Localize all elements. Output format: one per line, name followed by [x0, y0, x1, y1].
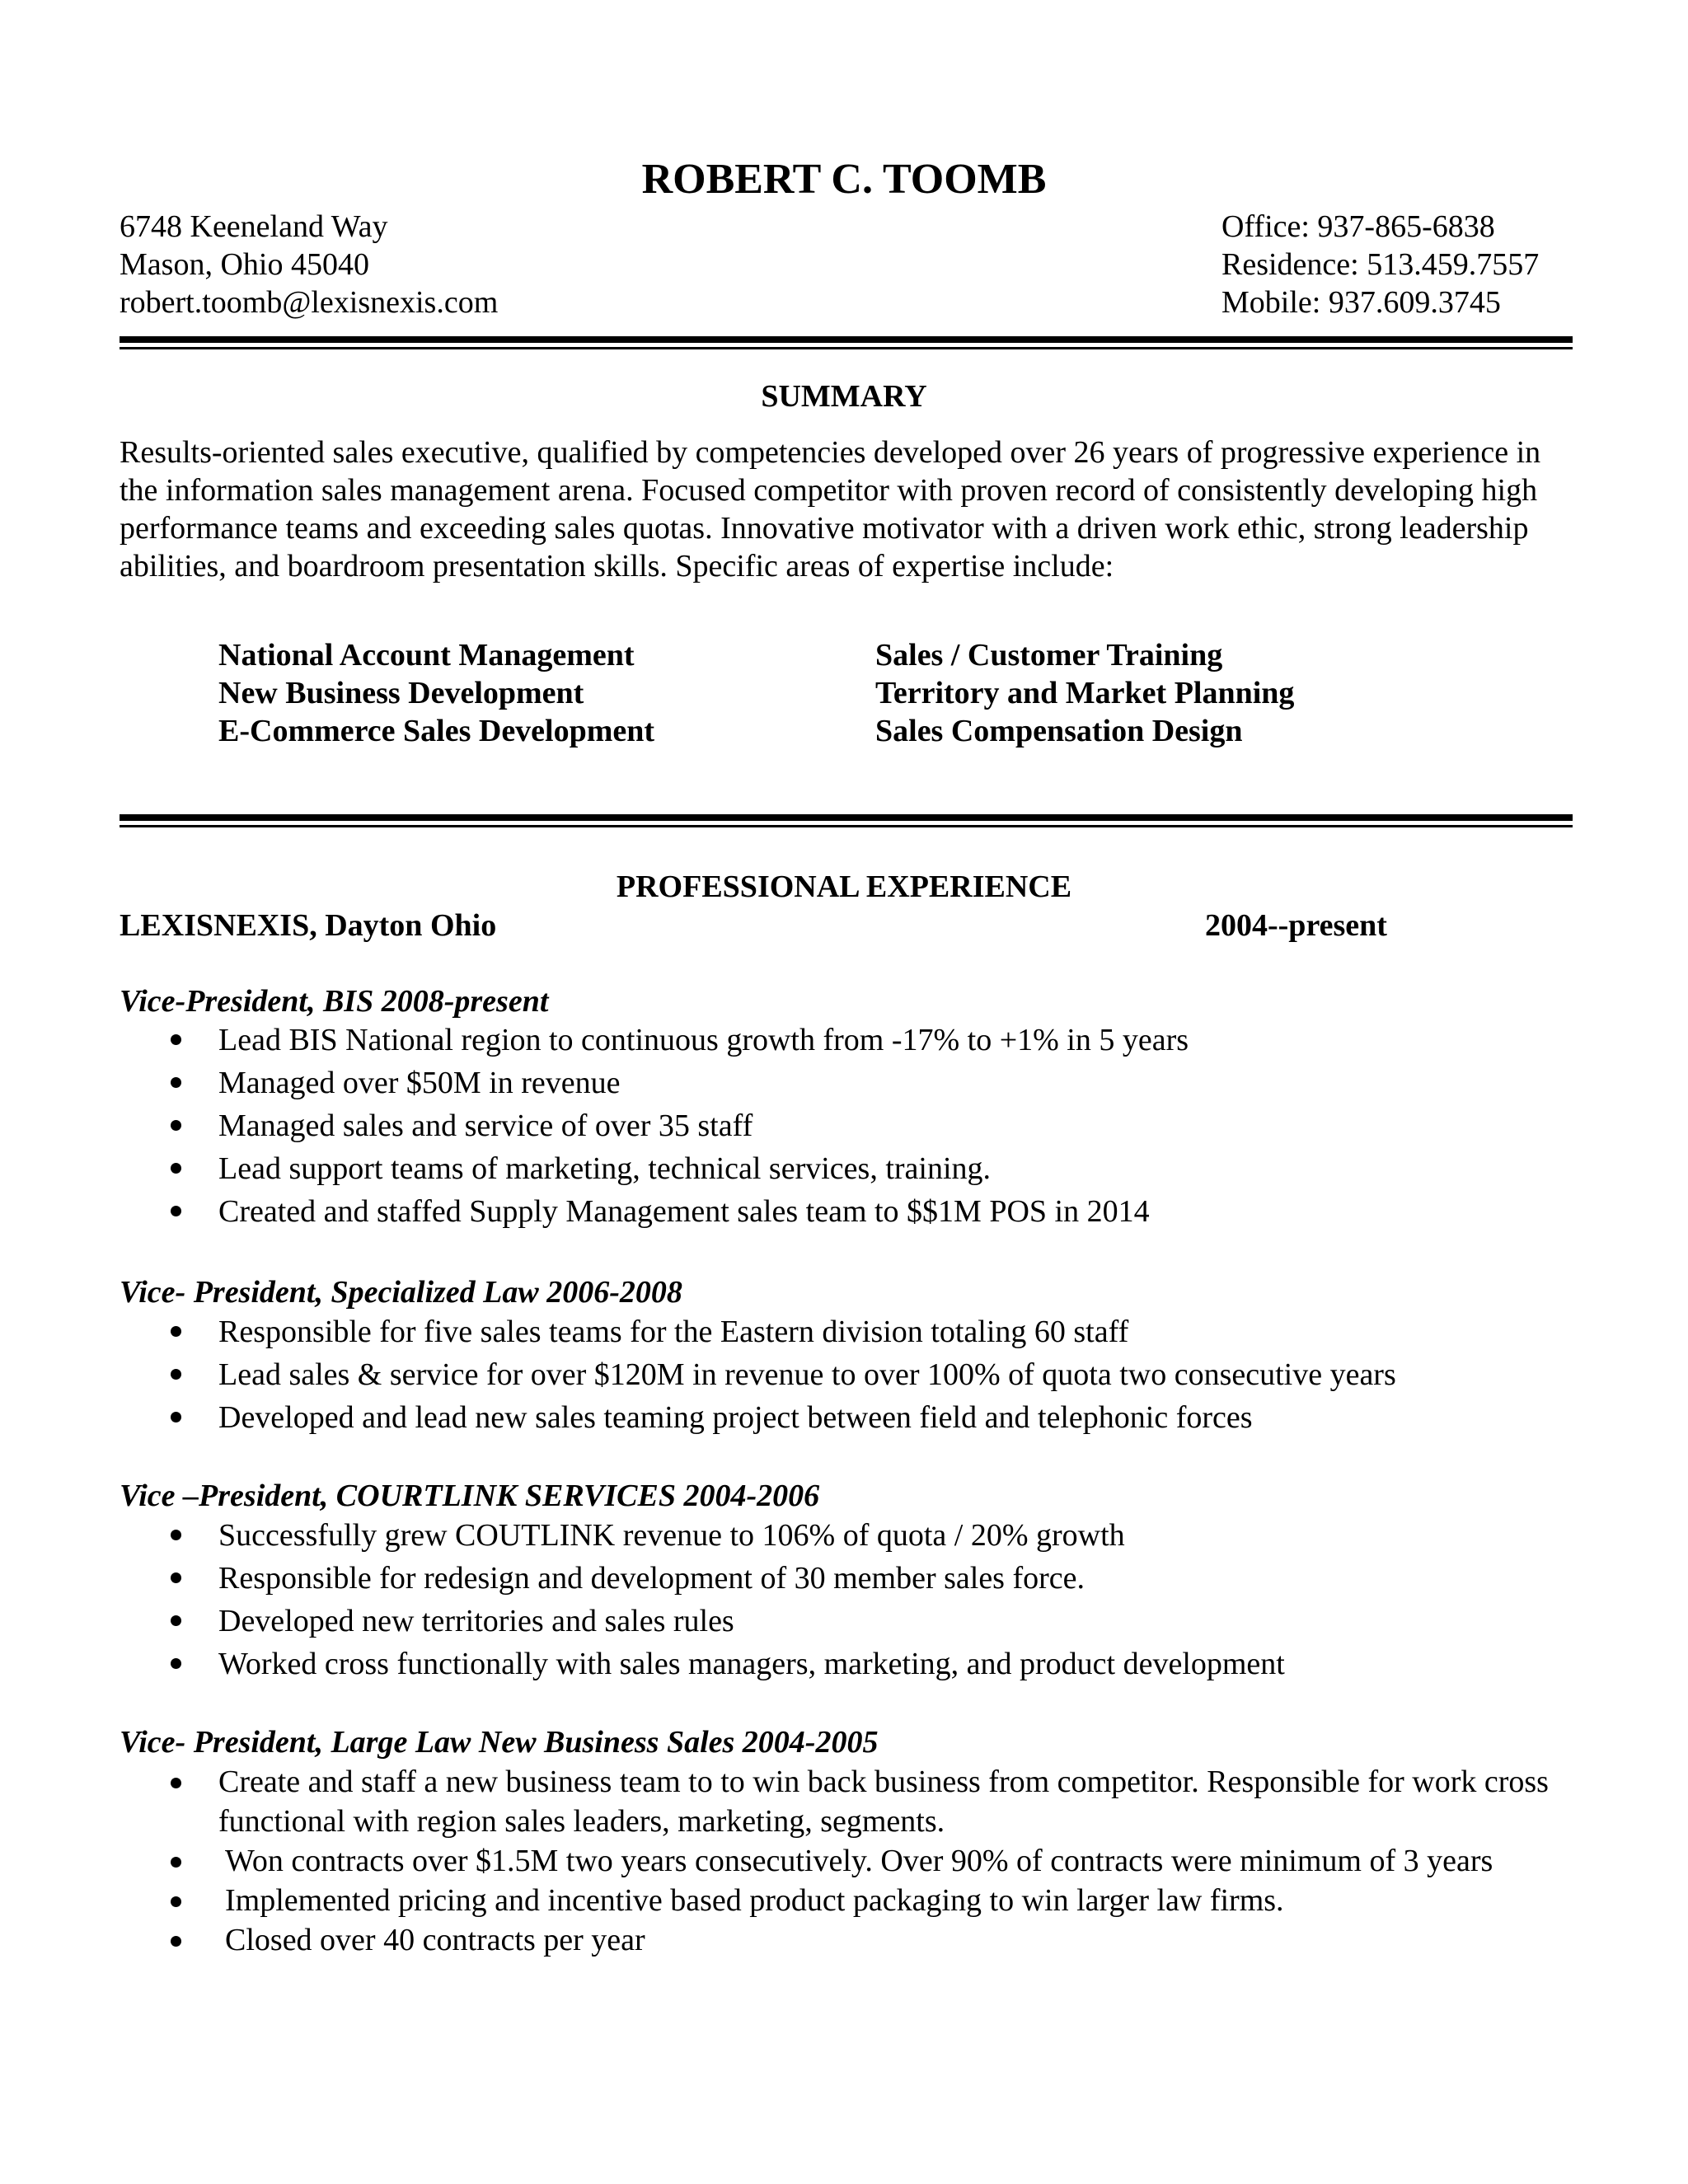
summary-divider-thick — [120, 814, 1573, 821]
summary-divider-thin — [120, 825, 1573, 827]
role-title: Vice- President, Large Law New Business Sales 2004-2005 — [120, 1725, 879, 1760]
address-line-2: Mason, Ohio 45040 — [120, 247, 369, 282]
role-title: Vice- President, Specialized Law 2006-2008 — [120, 1275, 682, 1310]
list-item: Developed new territories and sales rules — [120, 1600, 1285, 1643]
list-item: Created and staffed Supply Management sales team to $$1M POS in 2014 — [120, 1190, 1189, 1233]
list-item: Lead sales & service for over $120M in revenue to over 100% of quota two consecutive years — [120, 1353, 1396, 1396]
email: robert.toomb@lexisnexis.com — [120, 285, 499, 320]
company-name: LEXISNEXIS, Dayton Ohio — [120, 908, 497, 943]
list-item: Managed over $50M in revenue — [120, 1062, 1189, 1104]
list-item: Successfully grew COUTLINK revenue to 106% of quota / 20% growth — [120, 1514, 1285, 1557]
role-bullets — [120, 1514, 1285, 1685]
candidate-name: ROBERT C. TOOMB — [641, 156, 1047, 203]
address-line-1: 6748 Keeneland Way — [120, 209, 388, 244]
role-title: Vice-President, BIS 2008-present — [120, 984, 549, 1019]
list-item: Create and staff a new business team to to win back business from competitor. Responsible for work cross functional with region sales leaders, marketing, segments. — [120, 1762, 1587, 1841]
company-dates: 2004--present — [1205, 908, 1387, 943]
skill-item: Sales Compensation Design — [875, 714, 1243, 748]
office-phone: Office: 937-865-6838 — [1221, 209, 1495, 244]
header-divider-thick — [120, 336, 1573, 343]
experience-heading: PROFESSIONAL EXPERIENCE — [616, 869, 1072, 904]
skill-item: Sales / Customer Training — [875, 638, 1223, 673]
skills-left-column — [218, 636, 654, 750]
header-divider-thin — [120, 347, 1573, 349]
skills-right-column — [875, 636, 1294, 750]
list-item: Lead BIS National region to continuous growth from -17% to +1% in 5 years — [120, 1019, 1189, 1062]
summary-paragraph: Results-oriented sales executive, qualified by competencies developed over 26 years of progressive experience in the information sales management arena. Focused competitor with proven record of consistently developing high performance teams and exceeding sales quotas. Innovative motivator with a driven work ethic, strong leadership abilities, and boardroom presentation skills. Specific areas of expertise include: — [120, 435, 1541, 583]
role-bullets — [120, 1762, 1587, 1960]
skill-item: New Business Development — [218, 676, 584, 710]
list-item: Responsible for five sales teams for the Eastern division totaling 60 staff — [120, 1310, 1396, 1353]
list-item: Managed sales and service of over 35 staff — [120, 1104, 1189, 1147]
list-item: Responsible for redesign and development of 30 member sales force. — [120, 1557, 1285, 1600]
role-bullets — [120, 1310, 1396, 1439]
list-item: Lead support teams of marketing, technical services, training. — [120, 1147, 1189, 1190]
role-bullets — [120, 1019, 1189, 1233]
list-item: Won contracts over $1.5M two years consecutively. Over 90% of contracts were minimum of 3 years — [120, 1841, 1587, 1881]
list-item: Implemented pricing and incentive based product packaging to win larger law firms. — [120, 1881, 1587, 1920]
skill-item: E-Commerce Sales Development — [218, 714, 655, 748]
summary-heading: SUMMARY — [761, 379, 927, 414]
list-item: Developed and lead new sales teaming project between field and telephonic forces — [120, 1396, 1396, 1439]
list-item: Closed over 40 contracts per year — [120, 1920, 1587, 1960]
skill-item: Territory and Market Planning — [875, 676, 1295, 710]
residence-phone: Residence: 513.459.7557 — [1221, 247, 1540, 282]
role-title: Vice –President, COURTLINK SERVICES 2004-2006 — [120, 1479, 820, 1513]
skill-item: National Account Management — [218, 638, 635, 673]
mobile-phone: Mobile: 937.609.3745 — [1221, 285, 1501, 320]
list-item: Worked cross functionally with sales managers, marketing, and product development — [120, 1643, 1285, 1685]
